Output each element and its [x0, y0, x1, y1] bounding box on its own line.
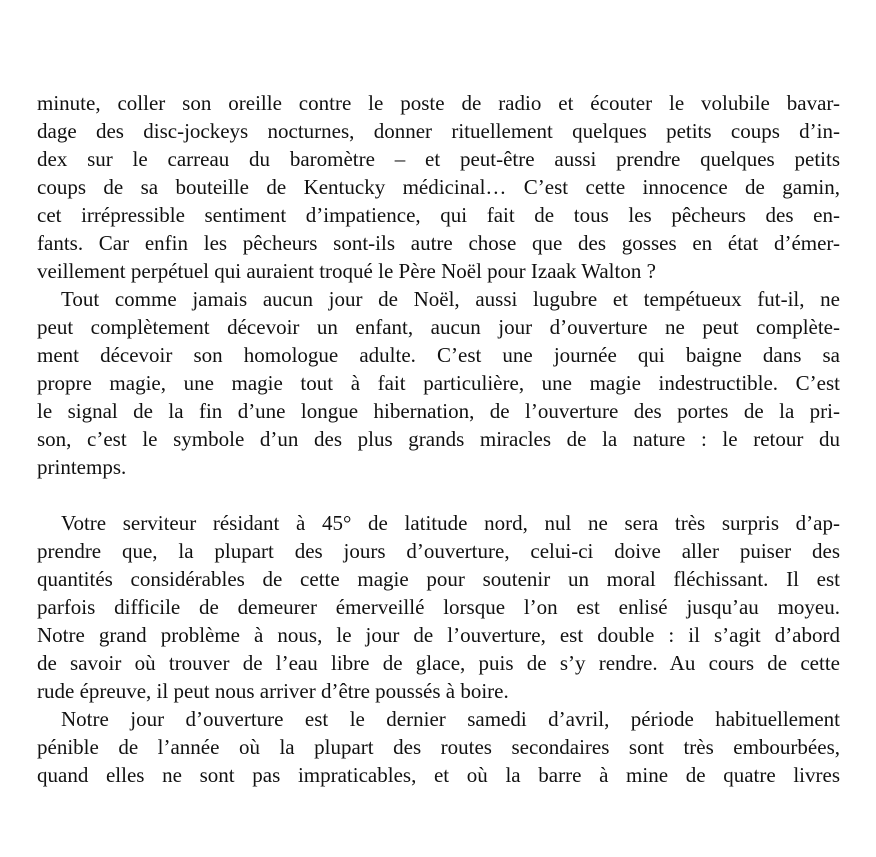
paragraph-2 [37, 285, 840, 481]
text-line: Notre grand problème à nous, le jour de l’ouverture, est double : il s’agit d’abord [37, 623, 840, 647]
text-line: Tout comme jamais aucun jour de Noël, aussi lugubre et tempétueux fut-il, ne [61, 287, 840, 311]
text-line: Notre jour d’ouverture est le dernier samedi d’avril, période habituellement [61, 707, 840, 731]
text-line: quantités considérables de cette magie pour soutenir un moral fléchissant. Il est [37, 567, 840, 591]
text-line: pénible de l’année où la plupart des routes secondaires sont très embourbées, [37, 735, 840, 759]
text-line: minute, coller son oreille contre le poste de radio et écouter le volubile bavar- [37, 91, 840, 115]
text-line: Votre serviteur résidant à 45° de latitude nord, nul ne sera très surpris d’ap- [61, 511, 840, 535]
text-line: propre magie, une magie tout à fait particulière, une magie indestructible. C’est [37, 371, 840, 395]
text-line: de savoir où trouver de l’eau libre de glace, puis de s’y rendre. Au cours de cette [37, 651, 840, 675]
text-line: cet irrépressible sentiment d’impatience, qui fait de tous les pêcheurs des en- [37, 203, 840, 227]
paragraph-gap [37, 481, 840, 509]
paragraph-4 [37, 705, 840, 789]
paragraph-1 [37, 89, 840, 285]
text-line: dex sur le carreau du baromètre – et peut-être aussi prendre quelques petits [37, 147, 840, 171]
text-line: prendre que, la plupart des jours d’ouverture, celui-ci doive aller puiser des [37, 539, 840, 563]
paragraph-3 [37, 509, 840, 705]
text-line: quand elles ne sont pas impraticables, et où la barre à mine de quatre livres [37, 763, 840, 787]
text-line: dage des disc-jockeys nocturnes, donner rituellement quelques petits coups d’in- [37, 119, 840, 143]
text-line: coups de sa bouteille de Kentucky médicinal… C’est cette innocence de gamin, [37, 175, 840, 199]
text-line: veillement perpétuel qui auraient troqué le Père Noël pour Izaak Walton ? [37, 259, 656, 283]
document-body [37, 89, 840, 789]
text-line: le signal de la fin d’une longue hibernation, de l’ouverture des portes de la pri- [37, 399, 840, 423]
text-line: peut complètement décevoir un enfant, aucun jour d’ouverture ne peut complète- [37, 315, 840, 339]
text-line: rude épreuve, il peut nous arriver d’être poussés à boire. [37, 679, 509, 703]
text-line: fants. Car enfin les pêcheurs sont-ils autre chose que des gosses en état d’émer- [37, 231, 840, 255]
text-line: ment décevoir son homologue adulte. C’est une journée qui baigne dans sa [37, 343, 840, 367]
text-line: parfois difficile de demeurer émerveillé lorsque l’on est enlisé jusqu’au moyeu. [37, 595, 840, 619]
text-line: son, c’est le symbole d’un des plus grands miracles de la nature : le retour du [37, 427, 840, 451]
text-line: printemps. [37, 455, 127, 479]
